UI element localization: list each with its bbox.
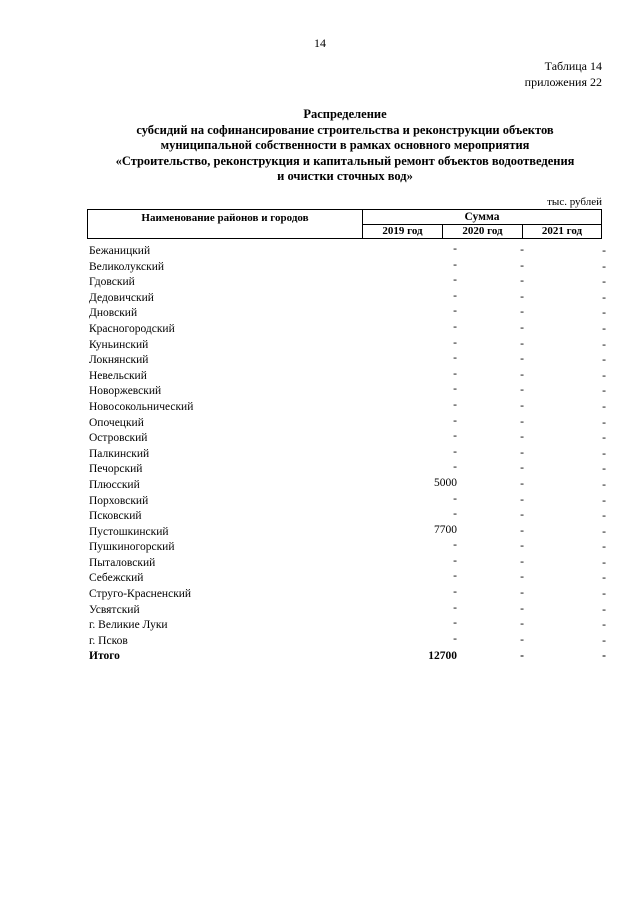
row-2019: 5000 [434,476,457,489]
table-row [89,540,609,556]
total-label: Итого [89,650,120,663]
row-2021: - [602,276,606,289]
row-2021: - [602,322,606,335]
row-name: Островский [89,432,148,445]
row-2019: - [453,243,457,255]
row-2020: - [520,337,524,350]
row-2021: - [602,494,606,507]
row-name: Дедовичский [89,291,154,304]
row-2020: - [520,587,524,600]
row-2019: - [453,539,457,552]
row-2019: - [453,320,457,333]
table-row [89,244,609,260]
row-name: Плюсский [89,478,140,491]
row-2019: - [453,617,457,630]
title-line-1: Распределение [303,107,387,121]
row-2020: - [520,493,524,506]
row-2019: - [453,352,457,365]
table-row [89,353,609,369]
header-2020: 2020 год [443,225,523,239]
header-2021: 2021 год [541,225,583,237]
row-2020: - [520,555,524,568]
row-2020: - [520,571,524,584]
row-2020: - [520,524,524,537]
row-2020: - [520,618,524,631]
row-2019: - [453,430,457,443]
row-2021: - [602,416,606,429]
row-2019: - [453,554,457,567]
row-name: Локнянский [89,354,149,367]
table-row [89,478,609,494]
row-2019: - [453,508,457,521]
row-2019: - [453,398,457,411]
table-header [87,209,602,239]
table-row [89,306,609,322]
row-2020: - [520,259,524,272]
title-line-2: субсидий на софинансирование строительства и реконструкции объектов [136,122,554,137]
table-row [89,416,609,432]
row-name: Красногородский [89,322,175,335]
row-name: Порховский [89,494,149,507]
row-2021: - [602,541,606,554]
row-2021: - [602,619,606,632]
table-row [89,369,609,385]
table-row [89,338,609,354]
row-name: Пыталовский [89,556,156,569]
row-2021: - [602,291,606,304]
row-2021: - [602,400,606,413]
row-2021: - [602,603,606,616]
title-line-3: муниципальной собственности в рамках основного мероприятия [160,138,530,152]
page-number: 14 [314,36,326,50]
table-row [89,275,609,291]
document-title [90,107,600,185]
table-row [89,618,609,634]
row-name: Псковский [89,510,142,523]
row-2020: - [520,431,524,444]
row-2021: - [602,385,606,398]
table-row [89,447,609,463]
row-2020: - [520,290,524,303]
row-2020: - [520,477,524,490]
header-name: Наименование районов и городов [88,210,363,238]
table-row [89,384,609,400]
table-row [89,525,609,541]
header-sum: Сумма [363,210,601,225]
row-2020: - [520,602,524,615]
table-reference-line2: приложения 22 [524,75,602,89]
row-2021: - [602,572,606,585]
table-row [89,494,609,510]
table-reference-line1: Таблица 14 [544,59,602,73]
row-2019: - [453,570,457,583]
table-row [89,634,609,650]
row-name: Дновский [89,307,138,320]
table-body [89,244,609,665]
row-2019: - [453,492,457,505]
row-2020: - [520,306,524,319]
row-2021: - [602,525,606,538]
row-2019: - [453,383,457,396]
row-name: Великолукский [89,260,165,273]
table-row [89,400,609,416]
row-2020: - [520,321,524,334]
row-name: Гдовский [89,276,135,289]
row-2019: - [453,258,457,271]
row-2021: - [602,338,606,351]
title-line-5: и очистки сточных вод» [277,169,413,183]
row-2021: - [602,447,606,460]
total-row [89,649,609,665]
row-2019: - [453,367,457,380]
row-name: Усвятский [89,603,140,616]
total-2019: 12700 [428,650,457,663]
row-2020: - [520,399,524,412]
table-row [89,291,609,307]
row-name: Пушкиногорский [89,541,175,554]
row-name: Куньинский [89,338,149,351]
row-2021: - [602,556,606,569]
row-2020: - [520,384,524,397]
row-name: Палкинский [89,447,150,460]
row-2019: - [453,414,457,427]
row-2019: - [453,305,457,318]
row-2021: - [602,432,606,445]
row-2020: - [520,633,524,646]
row-name: Невельский [89,369,147,382]
row-2021: - [602,245,606,257]
row-2019: - [453,274,457,287]
row-2020: - [520,446,524,459]
total-2020: - [520,650,524,663]
table-row [89,462,609,478]
table-reference [525,58,602,90]
header-2019: 2019 год [363,225,443,239]
title-line-4: «Строительство, реконструкция и капитальный ремонт объектов водоотведения [115,153,575,168]
row-2021: - [602,307,606,320]
row-2021: - [602,634,606,647]
row-2019: - [453,336,457,349]
row-name: Печорский [89,463,143,476]
row-name: Пустошкинский [89,525,169,538]
table-row [89,509,609,525]
row-2020: - [520,275,524,288]
row-2020: - [520,509,524,522]
row-name: г. Великие Луки [89,619,168,632]
row-2019: - [453,586,457,599]
table-row [89,431,609,447]
row-2020: - [520,415,524,428]
row-name: г. Псков [89,634,128,647]
row-2021: - [602,478,606,491]
row-2021: - [602,510,606,523]
row-2019: - [453,461,457,474]
row-2021: - [602,354,606,367]
row-2021: - [602,588,606,601]
row-2021: - [602,260,606,273]
row-name: Опочецкий [89,416,144,429]
table-row [89,322,609,338]
row-2019: - [453,289,457,302]
table-row [89,603,609,619]
row-2019: - [453,445,457,458]
row-2020: - [520,244,524,256]
table-row [89,571,609,587]
table-row [89,260,609,276]
row-name: Новоржевский [89,385,162,398]
row-2019: - [453,601,457,614]
unit-label: тыс. рублей [547,196,602,208]
row-2019: - [453,632,457,645]
row-2020: - [520,368,524,381]
row-2019: 7700 [434,523,457,536]
row-2021: - [602,369,606,382]
row-2021: - [602,463,606,476]
row-2020: - [520,353,524,366]
total-2021: - [602,650,606,663]
row-name: Бежаницкий [89,245,151,257]
row-name: Новосокольнический [89,400,194,413]
table-row [89,587,609,603]
row-2020: - [520,540,524,553]
row-2020: - [520,462,524,475]
row-name: Себежский [89,572,144,585]
table-row [89,556,609,572]
row-name: Струго-Красненский [89,588,192,601]
